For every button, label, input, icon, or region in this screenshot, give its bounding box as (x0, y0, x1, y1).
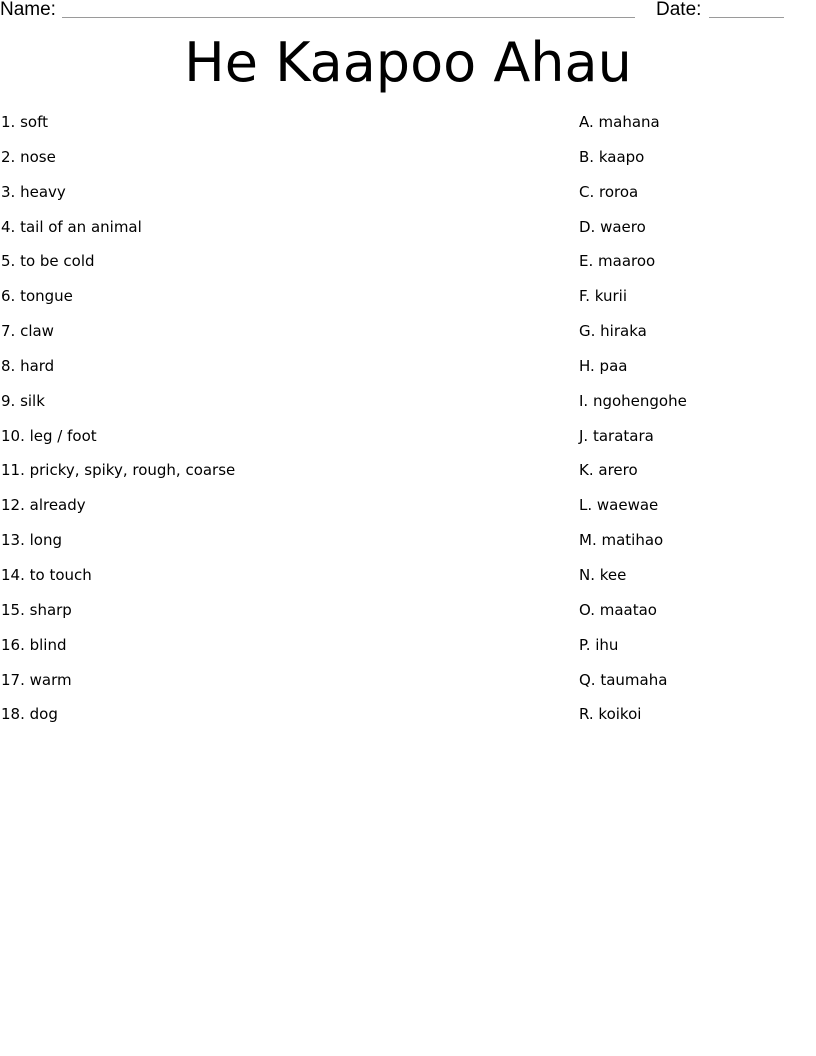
answer-list (579, 112, 809, 739)
worksheet-header (0, 0, 816, 24)
clue-item: 16. blind (1, 635, 67, 654)
clue-item: 14. to touch (1, 565, 92, 584)
answer-item: D. waero (579, 217, 646, 236)
answer-item: N. kee (579, 565, 627, 584)
clue-item: 4. tail of an animal (1, 217, 142, 236)
answer-item: R. koikoi (579, 705, 642, 724)
answer-item: I. ngohengohe (579, 391, 687, 410)
name-label: Name: (0, 0, 56, 20)
answer-item: M. matihao (579, 531, 664, 550)
answer-item: L. waewae (579, 496, 659, 515)
clue-list (1, 112, 541, 739)
answer-item: K. arero (579, 461, 638, 480)
clue-item: 15. sharp (1, 600, 72, 619)
clue-item: 8. hard (1, 356, 55, 375)
answer-item: O. maatao (579, 600, 657, 619)
clue-item: 18. dog (1, 705, 58, 724)
answer-item: E. maaroo (579, 252, 656, 271)
answer-item: H. paa (579, 356, 628, 375)
answer-item: A. mahana (579, 113, 660, 131)
clue-item: 11. pricky, spiky, rough, coarse (1, 461, 236, 480)
clue-item: 5. to be cold (1, 252, 95, 271)
clue-item: 3. heavy (1, 182, 66, 201)
answer-item: G. hiraka (579, 322, 647, 341)
clue-item: 2. nose (1, 147, 56, 166)
answer-item: Q. taumaha (579, 670, 668, 689)
answer-item: C. roroa (579, 182, 639, 201)
clue-item: 9. silk (1, 391, 45, 410)
clue-item: 17. warm (1, 670, 72, 689)
answer-item: B. kaapo (579, 147, 645, 166)
answer-item: F. kurii (579, 287, 627, 306)
clue-item: 7. claw (1, 322, 54, 341)
clue-item: 6. tongue (1, 287, 73, 306)
clue-item: 13. long (1, 531, 62, 550)
clue-item: 10. leg / foot (1, 426, 97, 445)
date-blank-line (709, 17, 784, 18)
name-blank-line (62, 17, 635, 18)
worksheet-title: He Kaapoo Ahau (184, 31, 632, 94)
clue-item: 12. already (1, 496, 86, 515)
answer-item: P. ihu (579, 635, 619, 654)
date-label: Date: (656, 0, 702, 20)
answer-item: J. taratara (579, 426, 654, 445)
clue-item: 1. soft (1, 113, 48, 131)
